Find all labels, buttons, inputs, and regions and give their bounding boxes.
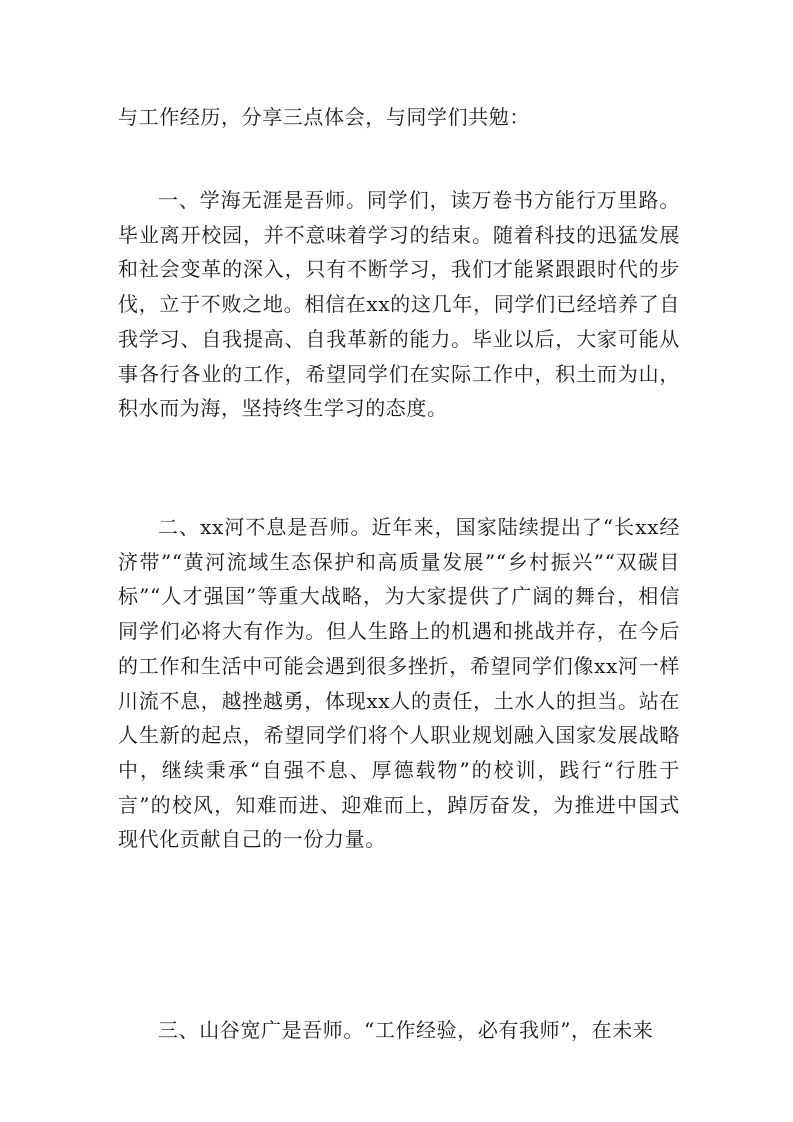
paragraph-three: 三、山谷宽广是吾师。“工作经验，必有我师”，在未来 bbox=[158, 1018, 654, 1042]
paragraph-one: 一、学海无涯是吾师。同学们，读万卷书方能行万里路。毕业离开校园，并不意味着学习的结束。随着科技的迅猛发展和社会变革的深入，只有不断学习，我们才能紧跟跟时代的步伐，立于不败之地。相信在xx的这几年，同学们已经培养了自我学习、自我提高、自我革新的能力。毕业以后，大家可能从事各行各业的工作，希望同学们在实际工作中，积土而为山，积水而为海，坚持终生学习的态度。 bbox=[118, 188, 680, 421]
paragraph-two: 二、xx河不息是吾师。近年来，国家陆续提出了“长xx经济带”“黄河流域生态保护和高质量发展”“乡村振兴”“双碳目标”“人才强国”等重大战略，为大家提供了广阔的舞台，相信同学们必将大有作为。但人生路上的机遇和挑战并存，在今后的工作和生活中可能会遇到很多挫折，希望同学们像xx河一样川流不息，越挫越勇，体现xx人的责任，土水人的担当。站在人生新的起点，希望同学们将个人职业规划融入国家发展战略中，继续秉承“自强不息、厚德载物”的校训，践行“行胜于言”的校风，知难而进、迎难而上，踔厉奋发，为推进中国式现代化贡献自己的一份力量。 bbox=[118, 515, 680, 852]
opening-line: 与工作经历，分享三点体会，与同学们共勉： bbox=[118, 105, 530, 129]
